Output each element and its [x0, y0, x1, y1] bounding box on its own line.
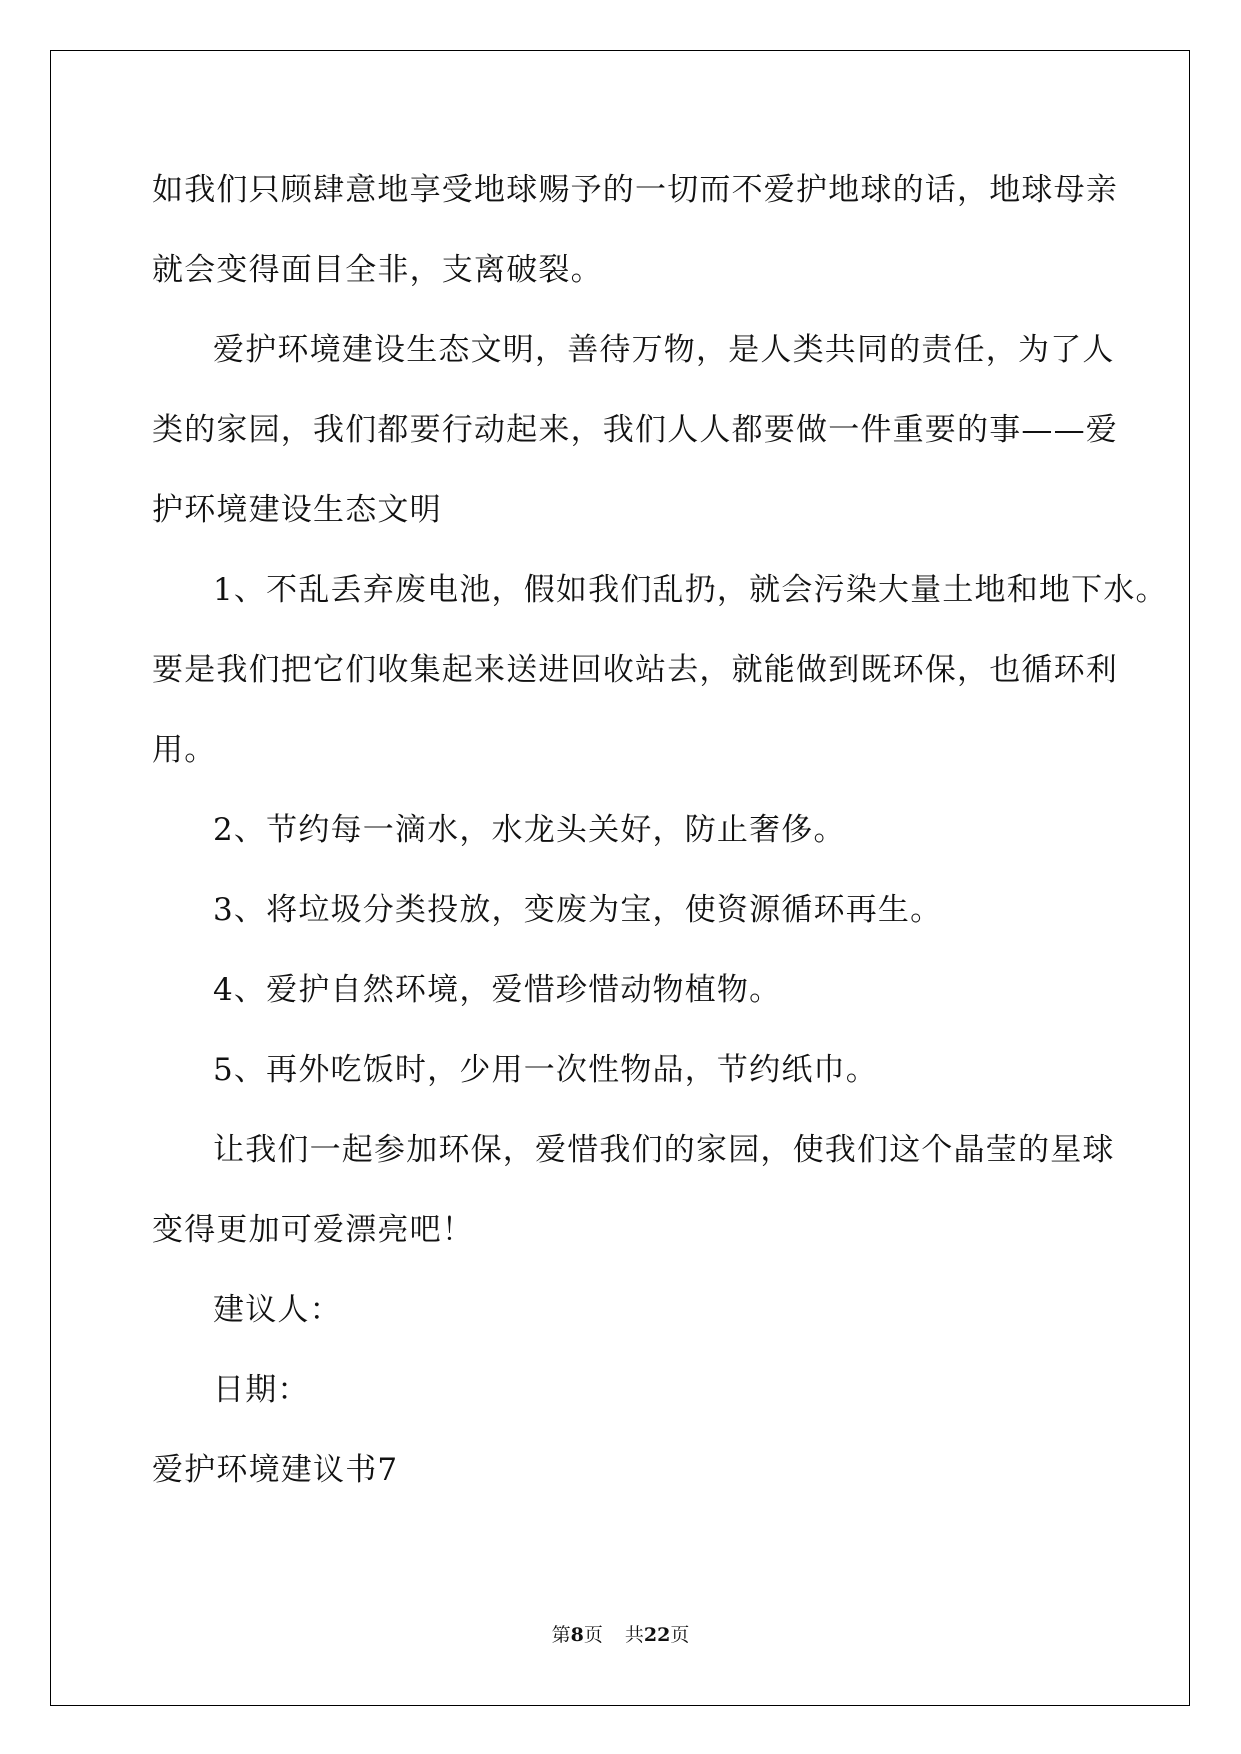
- text-line: 要是我们把它们收集起来送进回收站去，就能做到既环保，也循环利: [152, 652, 1118, 688]
- text-line: 类的家园，我们都要行动起来，我们人人都要做一件重要的事——爱: [152, 412, 1118, 448]
- total-unit: 页: [670, 1624, 690, 1646]
- text-line: 爱护环境建设生态文明，善待万物，是人类共同的责任，为了人: [213, 332, 1115, 368]
- total-prefix: 共: [624, 1624, 644, 1646]
- text-line: 让我们一起参加环保，爱惜我们的家园，使我们这个晶莹的星球: [213, 1132, 1115, 1168]
- proposer-label: 建议人：: [213, 1292, 342, 1328]
- current-page-number: 8: [570, 1624, 584, 1646]
- text-line: 1、不乱丢弃废电池，假如我们乱扔，就会污染大量土地和地下水。: [213, 572, 1168, 608]
- page-footer: [0, 1620, 1241, 1647]
- section-heading: 爱护环境建议书7: [152, 1452, 399, 1488]
- text-line: 如我们只顾肆意地享受地球赐予的一切而不爱护地球的话，地球母亲: [152, 172, 1118, 208]
- page-unit: 页: [583, 1624, 603, 1646]
- list-item: 2、节约每一滴水，水龙头关好，防止奢侈。: [213, 812, 846, 848]
- list-item: 3、将垃圾分类投放，变废为宝，使资源循环再生。: [213, 892, 943, 928]
- page-prefix: 第: [551, 1624, 571, 1646]
- text-line: 护环境建设生态文明: [152, 492, 442, 528]
- total-page-number: 22: [643, 1624, 671, 1646]
- list-item: 4、爱护自然环境，爱惜珍惜动物植物。: [213, 972, 782, 1008]
- text-line: 就会变得面目全非，支离破裂。: [152, 252, 603, 288]
- text-line: 用。: [152, 732, 217, 768]
- date-label: 日期：: [213, 1372, 310, 1408]
- text-line: 变得更加可爱漂亮吧！: [152, 1212, 474, 1248]
- list-item: 5、再外吃饭时，少用一次性物品，节约纸巾。: [213, 1052, 878, 1088]
